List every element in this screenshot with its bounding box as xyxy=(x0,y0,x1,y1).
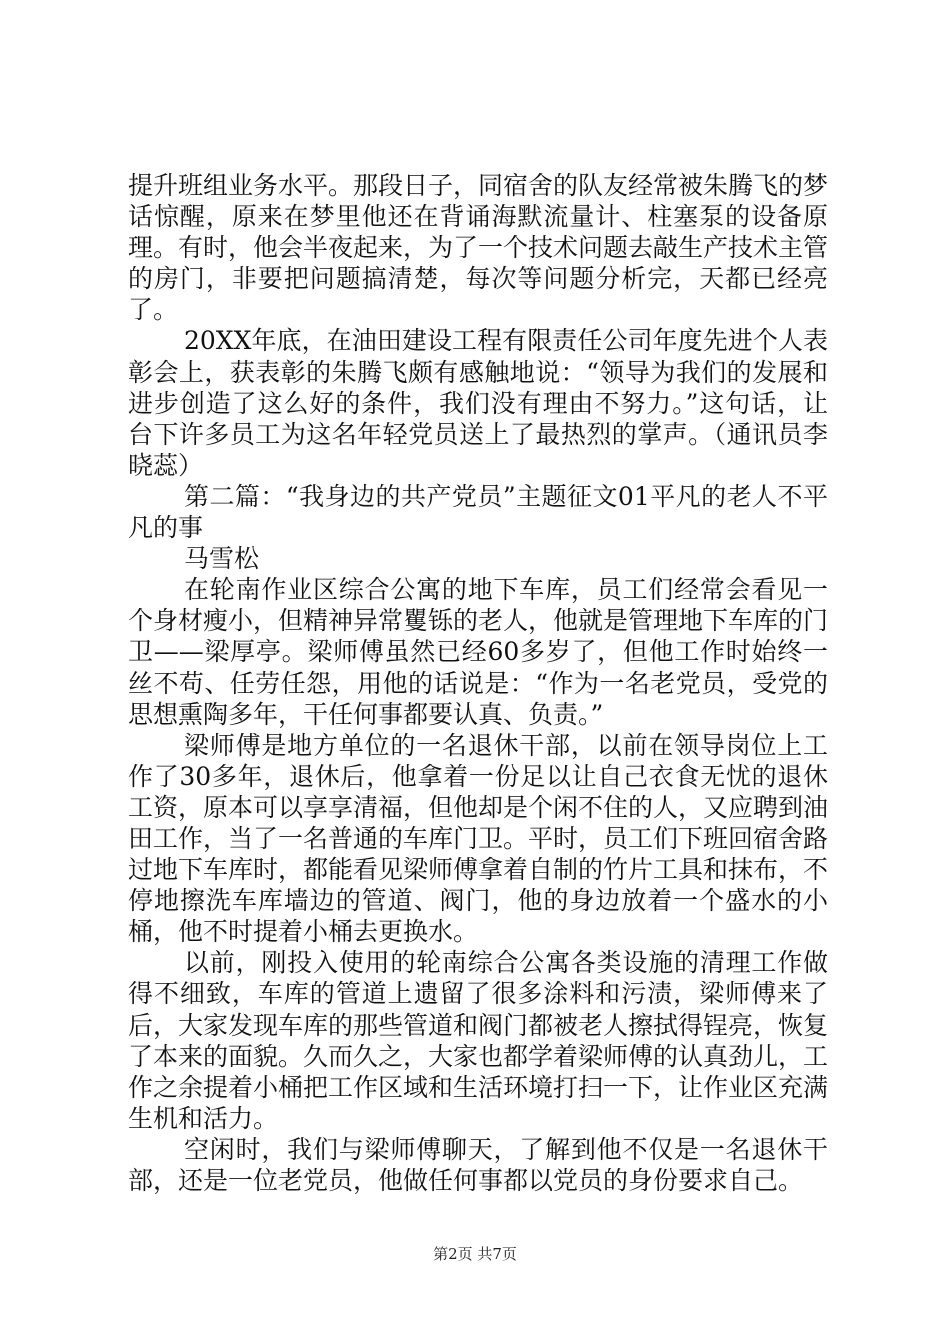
document-body xyxy=(128,170,828,1196)
paragraph-garage: 在轮南作业区综合公寓的地下车库，员工们经常会看见一个身材瘦小，但精神异常矍铄的老人，他就是管理地下车库的门卫——梁厚亭。梁师傅虽然已经60多岁了，但他工作时始终一丝不苟、任劳任怨，用他的话说是：“作为一名老党员，受党的思想熏陶多年，干任何事都要认真、负责。” xyxy=(128,575,829,729)
author-name: 马雪松 xyxy=(184,544,260,574)
paragraph-cleaning: 以前，刚投入使用的轮南综合公寓各类设施的清理工作做得不细致，车库的管道上遗留了很多涂料和污渍，梁师傅来了后，大家发现车库的那些管道和阀门都被老人擦拭得锃亮，恢复了本来的面貌。久而久之，大家也都学着梁师傅的认真劲儿，工作之余提着小桶把工作区域和生活环境打扫一下，让作业区充满生机和活力。 xyxy=(128,948,829,1133)
paragraph-continuation: 提升班组业务水平。那段日子，同宿舍的队友经常被朱腾飞的梦话惊醒，原来在梦里他还在背诵海默流量计、柱塞泵的设备原理。有时，他会半夜起来，为了一个技术问题去敲生产技术主管的房门，非要把问题搞清楚，每次等问题分析完，天都已经亮了。 xyxy=(128,171,829,325)
paragraph-retired-cadre: 梁师傅是地方单位的一名退休干部，以前在领导岗位上工作了30多年，退休后，他拿着一份足以让自己衣食无忧的退休工资，原本可以享享清福，但他却是个闲不住的人，又应聘到油田工作，当了一名普通的车库门卫。平时，员工们下班回宿舍路过地下车库时，都能看见梁师傅拿着自制的竹片工具和抹布，不停地擦洗车库墙边的管道、阀门，他的身边放着一个盛水的小桶，他不时提着小桶去更换水。 xyxy=(128,730,829,947)
paragraph-award: 20XX年底，在油田建设工程有限责任公司年度先进个人表彰会上，获表彰的朱腾飞颇有感触地说：“领导为我们的发展和进步创造了这么好的条件，我们没有理由不努力。”这句话，让台下许多员工为这名年轻党员送上了最热烈的掌声。（通讯员李晓蕊） xyxy=(128,326,828,480)
page-number-footer: 第2页 共7页 xyxy=(433,1245,517,1263)
paragraph-chat: 空闲时，我们与梁师傅聊天，了解到他不仅是一名退休干部，还是一位老党员，他做任何事都以党员的身份要求自己。 xyxy=(128,1134,828,1195)
section-title: 第二篇：“我身边的共产党员”主题征文01平凡的老人不平凡的事 xyxy=(128,481,828,543)
